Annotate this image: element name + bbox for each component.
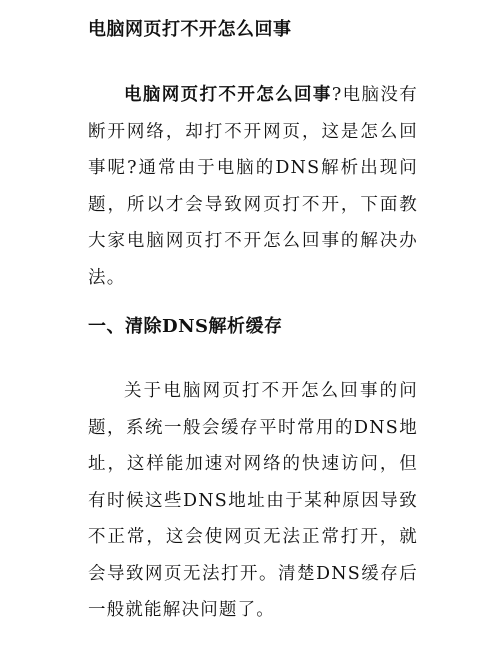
intro-lead-text: 电脑网页打不开怎么回事 [124,85,332,105]
page-title: 电脑网页打不开怎么回事 [88,19,292,40]
intro-body-text: ?电脑没有断开网络，却打不开网页，这是怎么回事呢?通常由于电脑的DNS解析出现问题，所以才会导致网页打不开，下面教大家电脑网页打不开怎么回事的解决办法。 [88,85,419,288]
section-heading: 一、清除DNS解析缓存 [88,316,283,337]
intro-paragraph [88,77,418,296]
section-paragraph: 关于电脑网页打不开怎么回事的问题，系统一般会缓存平时常用的DNS地址，这样能加速对网络的快速访问，但有时候这些DNS地址由于某种原因导致不正常，这会使网页无法正常打开，就会导致网页无法打开。清楚DNS缓存后一般就能解决问题了。 [88,381,418,620]
